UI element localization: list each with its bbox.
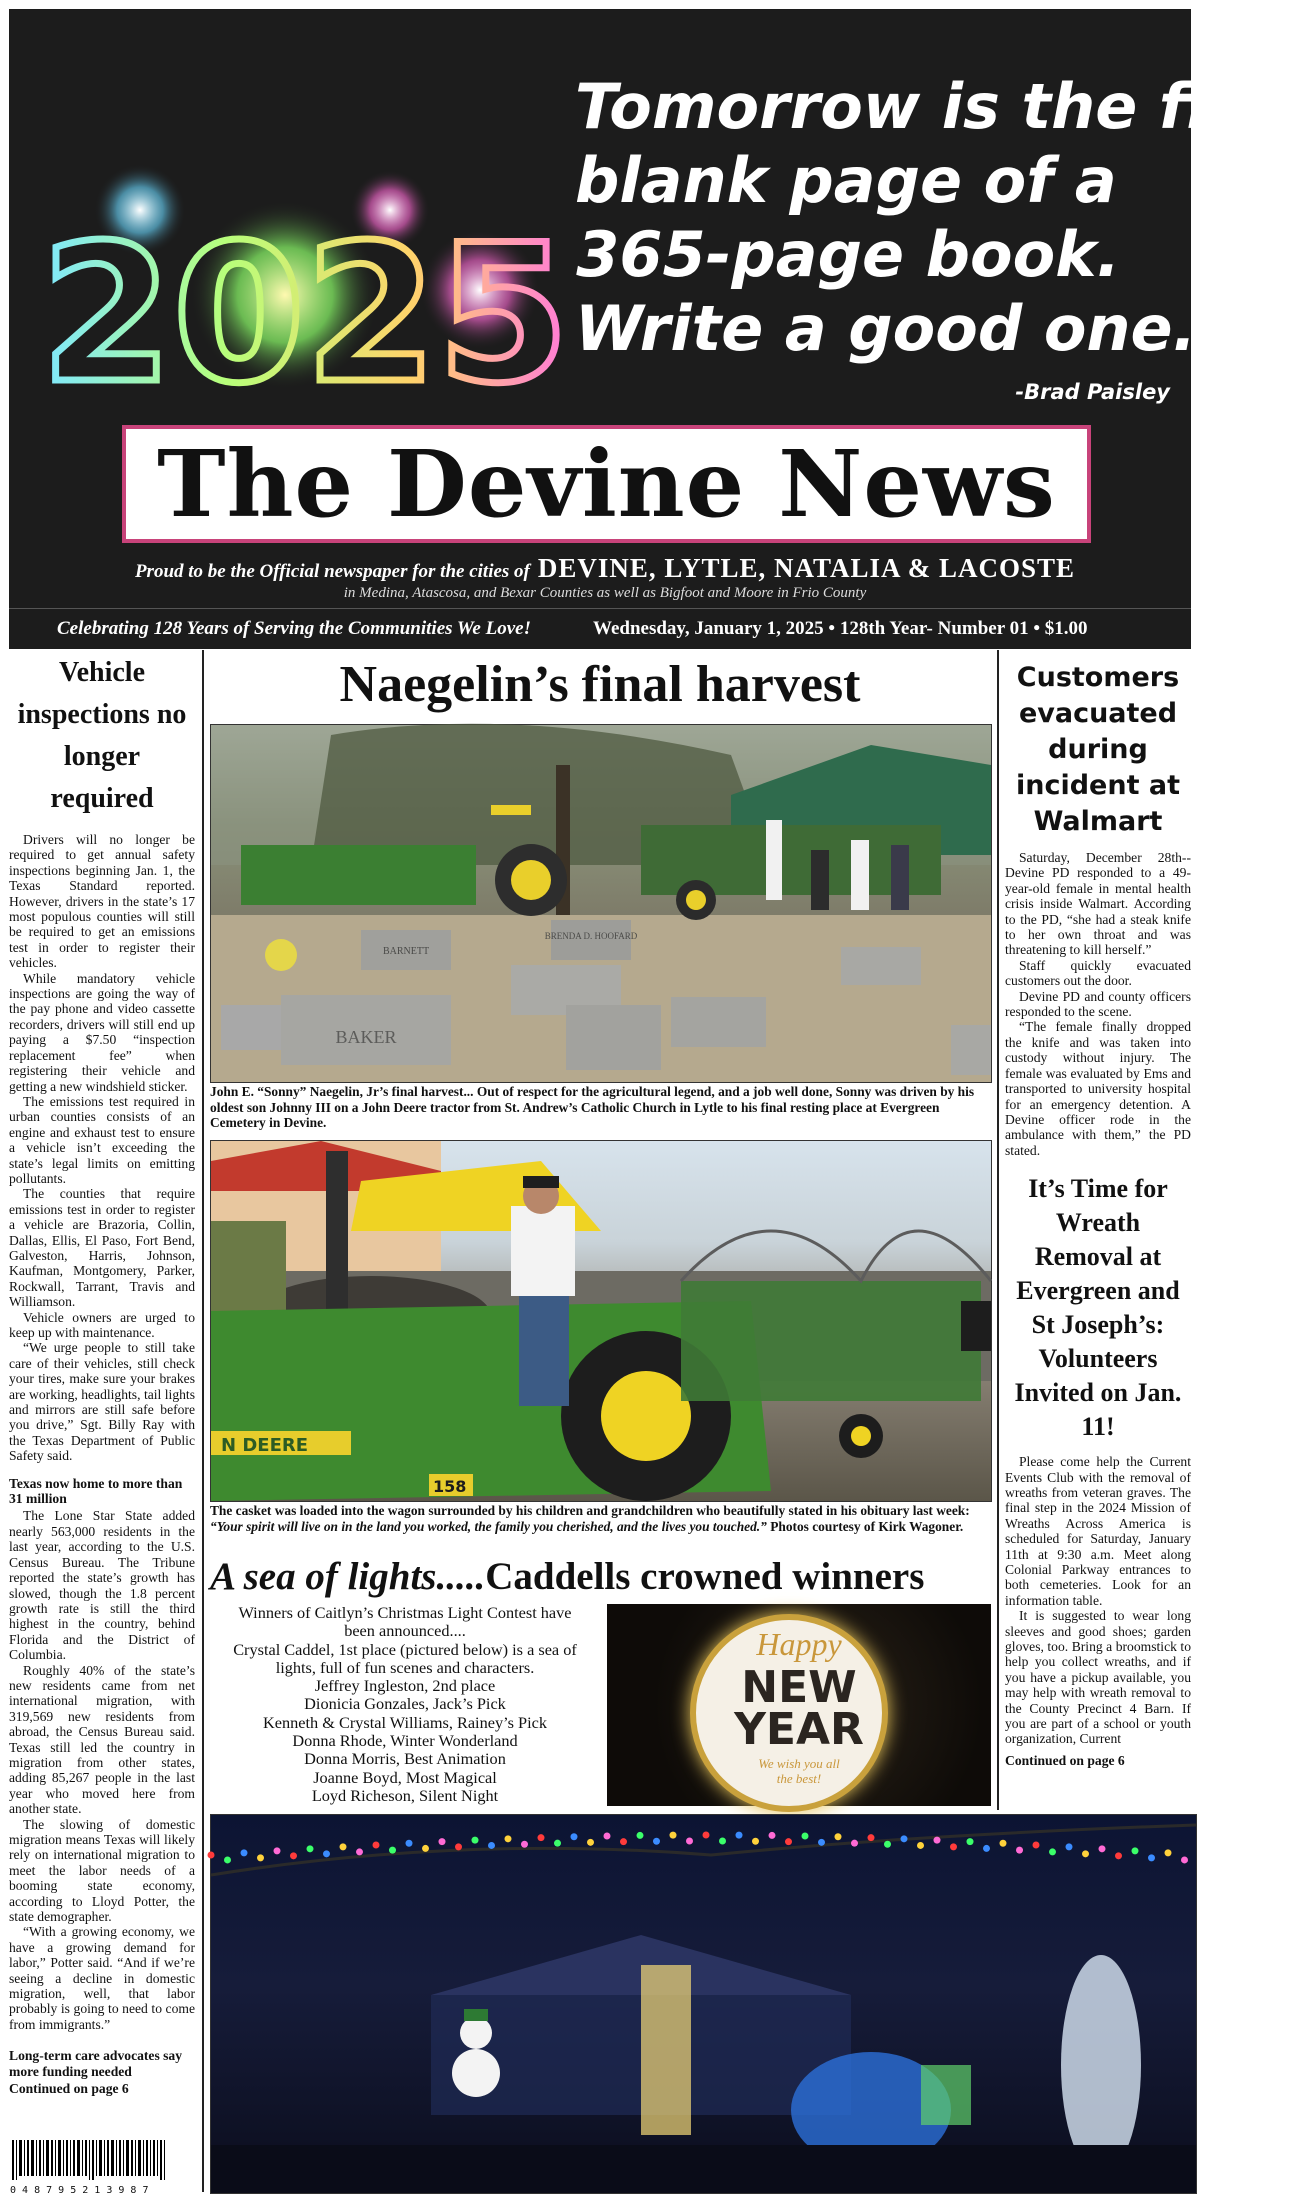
light-bulb xyxy=(241,1849,248,1856)
caption-credit: Photos courtesy of Kirk Wagoner. xyxy=(766,1518,964,1534)
winner-entry: Joanne Boyd, Most Magical xyxy=(313,1767,497,1787)
winners-list xyxy=(210,1604,600,1805)
counties-line: in Medina, Atascosa, and Bexar Counties as well as Bigfoot and Moore in Frio County xyxy=(343,585,867,601)
winner-entry: Kenneth & Crystal Williams, Rainey’s Pick xyxy=(263,1712,547,1732)
light-bulb xyxy=(1033,1842,1040,1849)
light-bulb xyxy=(1115,1852,1122,1859)
article-paragraph: Vehicle owners are urged to keep up with maintenance. xyxy=(9,1309,195,1340)
vehicle-article xyxy=(9,832,195,1464)
light-bulb xyxy=(571,1833,578,1840)
caption-text: The casket was loaded into the wagon surrounded by his children and grandchildren who beautifully stated in his obituary last week: xyxy=(210,1503,970,1518)
light-bulb xyxy=(1016,1847,1023,1854)
light-bulb xyxy=(587,1839,594,1846)
tractor-photo xyxy=(210,1140,992,1502)
column-divider xyxy=(202,650,204,2192)
light-bulb xyxy=(868,1834,875,1841)
light-bulb xyxy=(752,1838,759,1845)
wreath-article xyxy=(1005,1454,1191,1747)
light-bulb xyxy=(406,1840,413,1847)
wreath-headline: It’s Time for Wreath Removal at Evergreen and St Joseph’s: Volunteers Invited on Jan. 11! xyxy=(1014,1174,1182,1442)
light-bulb xyxy=(389,1847,396,1854)
article-paragraph: The emissions test required in urban counties consists of an engine and exhaust test to ensure a vehicle isn’t exceeding the state’s legal limits on emitting pollutants. xyxy=(9,1093,195,1186)
light-bulb xyxy=(1165,1849,1172,1856)
winner-entry: Crystal Caddel, 1st place (pictured below) is a sea of lights, full of fun scenes and characters. xyxy=(233,1639,577,1677)
light-bulb xyxy=(307,1845,314,1852)
continued-note: Continued on page 6 xyxy=(1005,1752,1125,1768)
cemetery-photo xyxy=(210,724,992,1083)
walmart-article xyxy=(1005,850,1191,1158)
light-bulb xyxy=(851,1840,858,1847)
light-bulb xyxy=(356,1848,363,1855)
light-bulb xyxy=(769,1832,776,1839)
light-bulb xyxy=(274,1847,281,1854)
hny-year: YEAR xyxy=(734,1704,864,1755)
article-paragraph: Roughly 40% of the state’s new residents came from net international migration, with 319,569 new residents from abroad, the Census Bureau said. Texas still led the country in migration from other states, adding 85,267 people in the last year who moved here from another state. xyxy=(9,1662,195,1817)
hny-wish: We wish you all the best! xyxy=(758,1756,840,1786)
light-bulb xyxy=(802,1832,809,1839)
caption-quote: “Your spirit will live on in the land you worked, the family you cherished, and the lives you touched.” xyxy=(210,1518,767,1534)
gravestone-name: BARNETT xyxy=(382,946,430,957)
barcode-bars xyxy=(10,2140,180,2180)
winner-entry: Loyd Richeson, Silent Night xyxy=(311,1785,499,1805)
light-bulb xyxy=(1181,1856,1188,1863)
article-paragraph: The Lone Star State added nearly 563,000 residents in the last year, according to the U.S. Census Bureau. The Tribune reported the state’s growth has slowed, though the 1.8 percent growth rate is still the third highest in the country, behind Florida and the District of Columbia. xyxy=(9,1508,195,1663)
light-bulb xyxy=(1066,1843,1073,1850)
light-bulb xyxy=(439,1838,446,1845)
light-bulb xyxy=(884,1841,891,1848)
light-bulb xyxy=(653,1838,660,1845)
photo-caption-1: John E. “Sonny” Naegelin, Jr’s final harvest... Out of respect for the agricultural legend, and a job well done, Sonny was driven by his oldest son Johnny III on a John Deere tractor from St. Andrew’s Catholic Church in Lytle to his final resting place at Evergreen Cemetery in Devine. xyxy=(210,1084,975,1130)
issue-info-bar xyxy=(9,608,1191,649)
light-bulb xyxy=(785,1838,792,1845)
light-bulb xyxy=(208,1852,215,1859)
article-paragraph: While mandatory vehicle inspections are going the way of the pay phone and video cassette recorders, drivers will still end up paying a $7.50 “inspection replacement fee” when registering their vehicle and getting a new windshield sticker. xyxy=(9,970,195,1094)
light-bulb xyxy=(686,1838,693,1845)
continued-note: Continued on page 6 xyxy=(9,2081,129,2097)
light-bulb xyxy=(488,1842,495,1849)
official-cities: DEVINE, LYTLE, NATALIA & LACOSTE xyxy=(537,553,1076,583)
article-paragraph: The slowing of domestic migration means Texas will likely rely on international migration to meet the labor needs of a booming state economy, according to Lloyd Potter, the state demographer. xyxy=(9,1816,195,1925)
light-bulb xyxy=(835,1833,842,1840)
walmart-headline: Customers evacuated during incident at Walmart xyxy=(1015,662,1181,837)
light-bulb xyxy=(637,1832,644,1839)
light-bulb xyxy=(604,1832,611,1839)
article-paragraph: “We urge people to still take care of their vehicles, still check your tires, make sure your brakes are working, headlights, tail lights and mirrors are still safe before you drive,” Sgt. Billy Ray with the Texas Department of Public Safety said. xyxy=(9,1340,195,1464)
light-bulb xyxy=(901,1835,908,1842)
gravestone-name: BRENDA D. HOOFARD xyxy=(544,931,638,941)
column-divider xyxy=(997,650,999,1810)
happy-new-year-text xyxy=(607,1604,991,1806)
article-paragraph: “With a growing economy, we have a growing demand for labor,” Potter said. “And if we’re seeing a decline in domestic migration, well, that labor probably is going to need to come from immigrants.” xyxy=(9,1924,195,2032)
tractor-illustration xyxy=(211,1141,991,1501)
left-column xyxy=(9,652,195,2099)
light-bulb xyxy=(505,1835,512,1842)
teaser-headline: Long-term care advocates say more funding needed xyxy=(9,2048,183,2079)
fireworks-2025-art xyxy=(40,170,570,430)
light-bulb xyxy=(719,1838,726,1845)
light-bulb xyxy=(703,1832,710,1839)
quote-line: Tomorrow is the first xyxy=(575,70,1305,143)
barcode-number: 0 4 8 7 9 5 2 1 3 9 8 7 xyxy=(10,2185,149,2196)
light-bulb xyxy=(521,1841,528,1848)
barcode xyxy=(10,2140,180,2196)
light-bulb xyxy=(967,1838,974,1845)
official-lead: Proud to be the Official newspaper for the cities of xyxy=(134,561,530,582)
light-bulb xyxy=(1049,1848,1056,1855)
population-subhead: Texas now home to more than 31 million xyxy=(9,1475,183,1507)
quote-line: Write a good one. xyxy=(575,292,1197,365)
article-paragraph: Drivers will no longer be required to get annual safety inspections beginning Jan. 1, the Texas Standard reported. However, drivers in the state’s 17 most populous counties will still be required to get an emissions test in order to register their vehicles. xyxy=(9,832,195,971)
article-paragraph: It is suggested to wear long sleeves and good shoes; garden gloves, too. Bring a broomstick to help you collect wreaths, and if you have a pickup available, you may help with wreath removal to the County Precinct 4 Barn. If you are part of a school or youth organization, Current xyxy=(1005,1608,1191,1747)
winner-entry: Dionicia Gonzales, Jack’s Pick xyxy=(304,1694,506,1714)
lights-headline xyxy=(210,1552,995,1602)
light-bulb xyxy=(455,1843,462,1850)
article-paragraph: Staff quickly evacuated customers out the door. xyxy=(1005,957,1191,989)
quote-author: -Brad Paisley xyxy=(1015,380,1170,404)
article-paragraph: “The female finally dropped the knife and was taken into custody without injury. The female was evaluated by Ems and transported to university hospital for an emergency detention. A Devine officer rode in the ambulance with them,” the PD stated. xyxy=(1005,1019,1191,1158)
quote-line: blank page of a xyxy=(575,144,1117,217)
light-bulb xyxy=(554,1840,561,1847)
issue-date-line: Wednesday, January 1, 2025 • 128th Year- Number 01 • $1.00 xyxy=(593,618,1088,639)
year-2025-text: 2025 xyxy=(40,204,570,425)
photo-caption-2 xyxy=(210,1503,992,1534)
light-bulb xyxy=(323,1850,330,1857)
article-paragraph: Please come help the Current Events Club with the removal of wreaths from veteran graves. The final step in the 2024 Mission of Wreaths Across America is scheduled for Saturday, January 11th at 9:30 a.m. Meet along Colonial Parkway entrances to both cemeteries. Look for an information table. xyxy=(1005,1454,1191,1608)
winner-entry: Jeffrey Ingleston, 2nd place xyxy=(314,1676,496,1696)
light-bulb xyxy=(917,1842,924,1849)
christmas-lights-photo xyxy=(210,1814,1197,2194)
light-bulb xyxy=(422,1845,429,1852)
hny-happy: Happy xyxy=(756,1626,842,1662)
light-bulb xyxy=(1132,1847,1139,1854)
official-line xyxy=(20,553,1190,584)
light-bulb xyxy=(538,1834,545,1841)
vehicle-headline: Vehicle inspections no longer required xyxy=(17,657,187,814)
winners-intro: Winners of Caitlyn’s Christmas Light Contest have been announced.... xyxy=(238,1603,572,1641)
light-bulb xyxy=(620,1838,627,1845)
light-bulb xyxy=(950,1843,957,1850)
nameplate xyxy=(122,425,1091,543)
lights-headline-b: Caddells crowned winners xyxy=(485,1555,925,1598)
quote-block xyxy=(575,70,1305,366)
hny-new: NEW xyxy=(741,1662,857,1713)
light-bulb xyxy=(290,1852,297,1859)
population-article xyxy=(9,1508,195,2032)
light-bulb xyxy=(224,1856,231,1863)
celebrating-text: Celebrating 128 Years of Serving the Communities We Love! xyxy=(57,618,531,639)
light-bulb xyxy=(1148,1854,1155,1861)
winner-entry: Donna Morris, Best Animation xyxy=(304,1749,506,1769)
light-bulb xyxy=(340,1843,347,1850)
tractor-model-label: 158 xyxy=(433,1477,467,1496)
paper-title: The Devine News xyxy=(157,430,1056,538)
light-bulb xyxy=(818,1839,825,1846)
light-bulb xyxy=(1000,1840,1007,1847)
naegelin-headline: Naegelin’s final harvest xyxy=(339,656,861,713)
article-paragraph: The counties that require emissions test in order to register a vehicle are Brazoria, Collin, Dallas, Ellis, El Paso, Fort Bend, Galveston, Harris, Johnson, Kaufman, Montgomery, Parker, Rockwall, Tarrant, Travis and Williamson. xyxy=(9,1186,195,1310)
gravestone-name: BAKER xyxy=(335,1027,397,1047)
lights-headline-a: A sea of lights..... xyxy=(210,1555,486,1598)
light-bulb xyxy=(983,1845,990,1852)
quote-line: 365-page book. xyxy=(576,218,1120,291)
light-bulb xyxy=(1082,1850,1089,1857)
light-bulb xyxy=(736,1832,743,1839)
right-column xyxy=(1005,660,1191,1770)
light-bulb xyxy=(1099,1845,1106,1852)
winner-entry: Donna Rhode, Winter Wonderland xyxy=(292,1731,518,1751)
light-bulb xyxy=(257,1854,264,1861)
light-bulb xyxy=(373,1842,380,1849)
light-bulb xyxy=(472,1837,479,1844)
christmas-lights-illustration xyxy=(211,1815,1196,2193)
article-paragraph: Saturday, December 28th--Devine PD responded to a 49-year-old female in mental health crisis inside Walmart. According to the PD, “she had a steak knife to her own throat and was threatening to kill herself.” xyxy=(1005,850,1191,958)
cemetery-illustration xyxy=(211,725,991,1082)
tractor-brand-label: N DEERE xyxy=(221,1435,309,1456)
light-bulb xyxy=(934,1837,941,1844)
light-bulb xyxy=(670,1832,677,1839)
article-paragraph: Devine PD and county officers responded to the scene. xyxy=(1005,988,1191,1020)
